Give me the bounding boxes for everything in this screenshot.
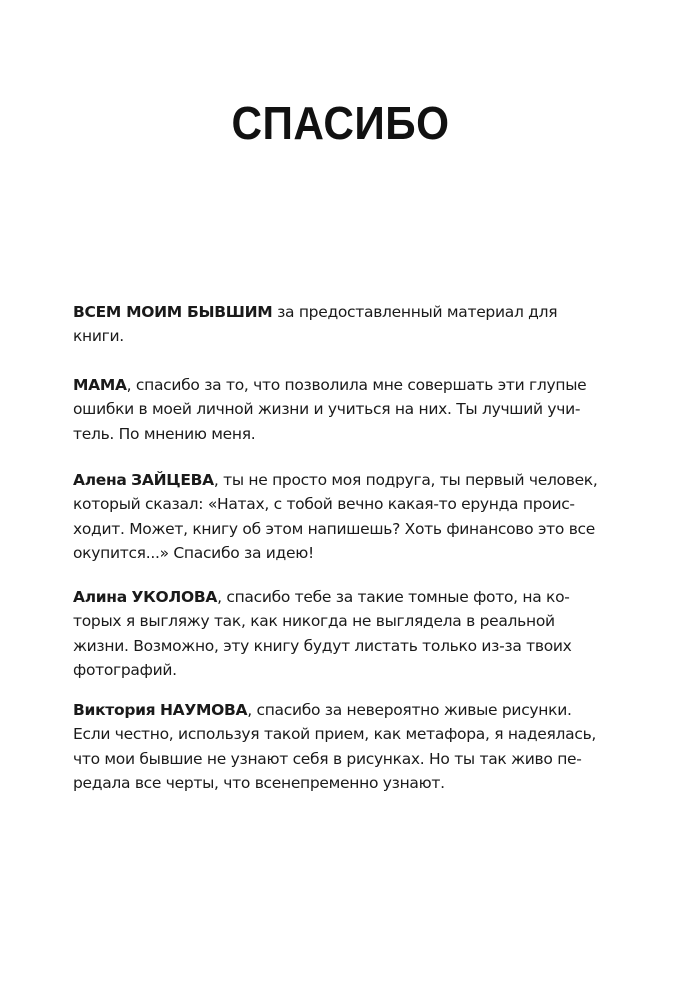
paragraph-line: ошибки в моей личной жизни и учиться на них. Ты лучший учи- (73, 400, 581, 419)
acknowledgement-exes (73, 300, 558, 349)
recipient-last-name: НАУМОВА (159, 701, 248, 719)
recipient-name: ВСЕМ МОИМ БЫВШИМ (73, 303, 273, 321)
paragraph-line: Алена ЗАЙЦЕВА, ты не просто моя подруга, ты первый человек, (73, 471, 598, 489)
recipient-first-name: Виктория (73, 701, 156, 719)
page-title: СПАСИБО (231, 97, 450, 149)
paragraph-line: Виктория НАУМОВА, спасибо за невероятно живые рисунки. (73, 701, 572, 719)
paragraph-line: ходит. Может, книгу об этом напишешь? Хоть финансово это все (73, 519, 595, 538)
recipient-first-name: Алина (73, 588, 127, 606)
paragraph-line: что мои бывшие не узнают себя в рисунках. Но ты так живо пе- (73, 749, 582, 768)
paragraph-line: который сказал: «Натах, с тобой вечно какая-то ерунда проис- (73, 495, 575, 514)
paragraph-line: тель. По мнению меня. (73, 424, 256, 443)
paragraph-line: ВСЕМ МОИМ БЫВШИМ за предоставленный материал для (73, 303, 558, 321)
paragraph-line: книги. (73, 327, 124, 346)
recipient-name: МАМА (73, 376, 127, 394)
paragraph-line: фотографий. (73, 660, 177, 679)
recipient-last-name: ЗАЙЦЕВА (131, 471, 214, 489)
paragraph-line: торых я выгляжу так, как никогда не выглядела в реальной (73, 612, 555, 631)
acknowledgement-ukolova (73, 585, 572, 682)
paragraph-line: Алина УКОЛОВА, спасибо тебе за такие томные фото, на ко- (73, 588, 570, 606)
paragraph-line: МАМА, спасибо за то, что позволила мне совершать эти глупые (73, 376, 587, 394)
acknowledgement-mother (73, 373, 587, 446)
acknowledgement-naumova (73, 698, 597, 795)
paragraph-line: жизни. Возможно, эту книгу будут листать только из-за твоих (73, 636, 572, 655)
recipient-first-name: Алена (73, 471, 127, 489)
acknowledgement-zaytseva (73, 468, 598, 565)
paragraph-line: редала все черты, что всенепременно узнают. (73, 773, 445, 792)
recipient-last-name: УКОЛОВА (131, 588, 218, 606)
paragraph-line: окупится...» Спасибо за идею! (73, 543, 314, 562)
paragraph-line: Если честно, используя такой прием, как метафора, я надеялась, (73, 725, 597, 744)
